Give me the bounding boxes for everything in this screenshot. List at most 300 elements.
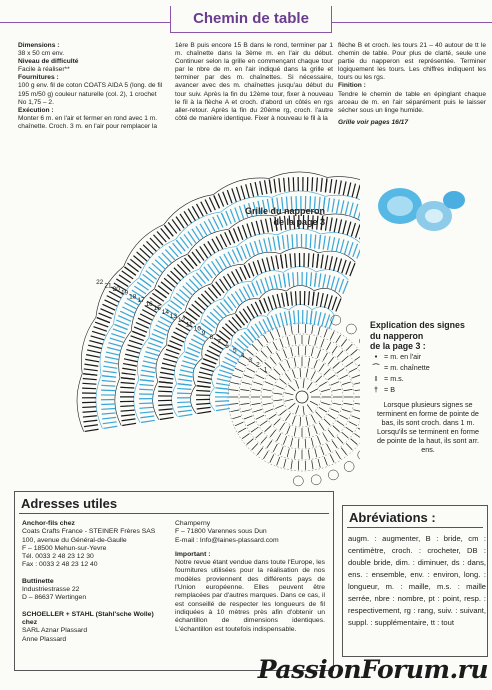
stitch-mark bbox=[279, 178, 280, 192]
stitch-mark bbox=[121, 415, 135, 416]
stitch-mark bbox=[295, 450, 296, 459]
stitch-mark bbox=[177, 388, 191, 389]
stitch-mark bbox=[334, 180, 336, 194]
stitch-mark bbox=[110, 338, 123, 342]
stitch-mark bbox=[163, 359, 176, 363]
stitch-mark bbox=[108, 343, 121, 347]
legend-text: = B bbox=[384, 385, 395, 394]
picot-loop bbox=[311, 475, 321, 485]
stitch-mark bbox=[203, 359, 216, 364]
stitch-mark bbox=[187, 348, 200, 354]
stitch-mark bbox=[330, 218, 332, 232]
stitch-mark bbox=[285, 399, 294, 401]
stitch-mark bbox=[338, 259, 342, 272]
stitch-mark bbox=[315, 448, 317, 457]
stitch-mark bbox=[177, 406, 191, 407]
stitch-mark bbox=[121, 410, 135, 411]
stitch-mark bbox=[83, 416, 97, 417]
stitch-mark bbox=[314, 360, 317, 368]
stitch-mark bbox=[142, 366, 156, 369]
stitch-mark bbox=[240, 403, 249, 404]
stitch-mark bbox=[310, 389, 318, 393]
stitch-mark bbox=[351, 439, 358, 445]
stitch-mark bbox=[283, 273, 285, 287]
stitch-mark bbox=[225, 232, 231, 245]
stitch-mark bbox=[82, 388, 96, 389]
stitch-mark bbox=[332, 389, 341, 391]
stitch-mark bbox=[287, 235, 288, 249]
stitch-mark bbox=[308, 358, 310, 367]
stitch-mark bbox=[264, 298, 269, 311]
stitch-mark bbox=[244, 265, 250, 278]
address-line: SARL Aznar Plassard bbox=[22, 627, 88, 635]
abbreviations-text: augm. : augmenter, B : bride, cm : centimètre, croch. : crocheter, DB : double bride, dim. : diminuer, ds : dans, ens. : ensemble, env. : environ, long. : longueur, m. : maille, m.s. : maille serrée, nbre : nombre, pt : point, resp. : respectivement, rg : rang, suiv. : suivant, suppl. : supplémentaire, tt : tout bbox=[348, 534, 486, 627]
stitch-mark bbox=[219, 370, 232, 374]
stitch-mark bbox=[124, 359, 138, 362]
stitch-mark bbox=[102, 376, 116, 377]
stitch-mark bbox=[261, 351, 267, 358]
stitch-mark bbox=[285, 413, 290, 420]
stitch-mark bbox=[330, 331, 334, 339]
stitch-mark bbox=[280, 339, 283, 347]
stitch-mark bbox=[334, 218, 337, 232]
stitch-mark bbox=[294, 358, 296, 367]
stitch-mark bbox=[218, 194, 223, 207]
stitch-mark bbox=[215, 405, 229, 406]
stitch-mark bbox=[341, 200, 344, 214]
stitch-mark bbox=[215, 388, 229, 389]
stitch-mark bbox=[323, 236, 325, 250]
stitch-mark bbox=[177, 402, 191, 403]
chain-arc bbox=[212, 365, 220, 387]
stitch-mark bbox=[343, 181, 346, 195]
difficulty-label: Niveau de difficulté bbox=[18, 58, 79, 66]
stitch-mark bbox=[268, 297, 272, 310]
stitch-mark bbox=[268, 238, 271, 252]
row-number: 15 bbox=[153, 304, 161, 312]
stitch-mark bbox=[140, 412, 154, 413]
finishing-value: Tendre le chemin de table en épinglant chaque arceau de m. en l'air séparément puis le laisser sécher sous un linge humide. bbox=[338, 90, 486, 114]
stitch-mark bbox=[283, 350, 286, 358]
diagram-title-line2: de la page 3 bbox=[273, 217, 325, 227]
stitch-mark bbox=[358, 428, 360, 432]
stitch-mark bbox=[337, 351, 343, 358]
stitch-mark bbox=[102, 417, 116, 419]
stitch-mark bbox=[144, 356, 158, 359]
stitch-mark bbox=[356, 224, 360, 237]
address-line: F – 18500 Mehun-sur-Yevre bbox=[22, 544, 107, 552]
stitch-mark bbox=[262, 259, 266, 272]
stitch-mark bbox=[260, 421, 267, 426]
stitch-mark bbox=[136, 322, 149, 328]
stitch-mark bbox=[265, 409, 273, 412]
stitch-mark bbox=[351, 223, 355, 236]
stitch-mark bbox=[306, 272, 307, 286]
address-line: Anne Plassard bbox=[22, 635, 67, 643]
stitch-mark bbox=[178, 384, 192, 385]
stitch-mark bbox=[342, 356, 349, 362]
stitch-mark bbox=[355, 434, 360, 439]
stitch-mark bbox=[277, 329, 280, 337]
stitch-mark bbox=[319, 273, 321, 287]
stitch-mark bbox=[288, 177, 289, 191]
chain-arc bbox=[321, 233, 360, 245]
stitch-mark bbox=[284, 178, 285, 192]
stitch-mark bbox=[134, 327, 147, 332]
stitch-mark bbox=[263, 403, 272, 405]
stitch-mark bbox=[246, 244, 251, 257]
stitch-mark bbox=[330, 179, 332, 193]
stitch-mark bbox=[255, 241, 259, 254]
stitch-mark bbox=[103, 371, 117, 373]
stitch-mark bbox=[256, 281, 261, 294]
stitch-mark bbox=[265, 278, 269, 291]
stitch-mark bbox=[197, 407, 211, 409]
stitch-mark bbox=[242, 410, 251, 412]
stitch-mark bbox=[336, 335, 341, 343]
address-line: 100, avenue du Général-de-Gaulle bbox=[22, 536, 127, 544]
stitch-mark bbox=[305, 439, 306, 448]
stitch-mark bbox=[324, 419, 330, 425]
stitch-mark bbox=[324, 329, 327, 337]
picot-loop bbox=[344, 462, 354, 472]
stitch-mark bbox=[227, 190, 232, 203]
stitch-mark bbox=[158, 391, 172, 392]
stitch-mark bbox=[324, 457, 327, 465]
row-number: 20 bbox=[112, 285, 120, 293]
stitch-mark bbox=[285, 393, 294, 395]
stitch-mark bbox=[300, 417, 301, 426]
stitch-mark bbox=[332, 441, 337, 448]
stitch-mark bbox=[343, 281, 348, 294]
stitch-mark bbox=[105, 300, 118, 306]
stitch-mark bbox=[347, 222, 351, 235]
stitch-mark bbox=[233, 228, 238, 241]
stitch-mark bbox=[202, 363, 215, 367]
stitch-mark bbox=[335, 278, 339, 291]
stitch-mark bbox=[165, 354, 178, 358]
stitch-mark bbox=[84, 364, 98, 366]
stitch-mark bbox=[328, 375, 335, 380]
dimensions-value: 38 x 50 cm env. bbox=[18, 50, 65, 58]
stitch-mark bbox=[280, 313, 284, 327]
stitch-mark bbox=[274, 275, 277, 289]
stitch-mark bbox=[148, 343, 161, 348]
stitch-mark bbox=[339, 181, 342, 195]
stitch-mark bbox=[250, 183, 253, 197]
stitch-mark bbox=[253, 262, 258, 275]
stitch-mark bbox=[116, 320, 129, 325]
stitch-mark bbox=[253, 382, 262, 385]
stitch-mark bbox=[291, 325, 292, 334]
stitch-mark bbox=[250, 243, 254, 256]
stitch-mark bbox=[312, 460, 313, 469]
doily-motif-center bbox=[425, 209, 443, 223]
legend-title-line3: de la page 3 : bbox=[370, 341, 426, 351]
stitch-mark bbox=[267, 257, 270, 271]
row-number: 13 bbox=[169, 313, 178, 321]
stitch-mark bbox=[85, 429, 99, 431]
stitch-mark bbox=[311, 371, 315, 379]
legend-text: = m.s. bbox=[384, 374, 404, 383]
stitch-mark bbox=[205, 199, 211, 212]
row-number: 11 bbox=[185, 321, 193, 329]
stitch-mark bbox=[92, 331, 105, 335]
column-2 bbox=[175, 42, 333, 123]
stitch-mark bbox=[319, 423, 324, 430]
stitch-mark bbox=[314, 311, 316, 325]
stitch-mark bbox=[101, 404, 115, 405]
stitch-mark bbox=[121, 383, 135, 384]
stitch-mark bbox=[139, 389, 153, 390]
stitch-mark bbox=[232, 188, 236, 201]
stitch-mark bbox=[230, 382, 239, 384]
stitch-mark bbox=[255, 182, 258, 196]
stitch-mark bbox=[352, 184, 355, 198]
stitch-mark bbox=[342, 409, 351, 412]
stitch-mark bbox=[95, 322, 108, 327]
stitch-mark bbox=[308, 335, 309, 344]
stitch-mark bbox=[197, 381, 211, 383]
stitch-mark bbox=[185, 352, 198, 357]
stitch-mark bbox=[201, 202, 207, 214]
stitch-mark bbox=[198, 377, 212, 380]
stitch-mark bbox=[154, 329, 167, 335]
stitch-mark bbox=[140, 416, 154, 418]
stitch-mark bbox=[350, 203, 354, 217]
stitch-mark bbox=[235, 368, 243, 372]
chain-arc bbox=[278, 229, 321, 235]
stitch-mark bbox=[181, 365, 195, 369]
stitch-mark bbox=[296, 380, 299, 388]
stitch-mark bbox=[343, 220, 346, 234]
stitch-mark bbox=[300, 368, 301, 377]
stitch-mark bbox=[263, 389, 272, 391]
stitch-mark bbox=[217, 379, 231, 382]
stitch-mark bbox=[295, 253, 296, 267]
stitch-mark bbox=[337, 437, 343, 444]
stitch-mark bbox=[105, 357, 119, 360]
stitch-mark bbox=[283, 436, 286, 444]
stitch-mark bbox=[267, 346, 272, 353]
slip-stitch-symbol: ⌒ bbox=[372, 363, 380, 372]
legend-title-line1: Explication des signes bbox=[370, 320, 465, 330]
stitch-mark bbox=[310, 401, 318, 405]
stitch-mark bbox=[244, 332, 253, 342]
stitch-mark bbox=[311, 347, 313, 356]
stitch-mark bbox=[336, 298, 341, 311]
stitch-mark bbox=[317, 436, 320, 444]
stitch-mark bbox=[344, 389, 353, 390]
legend-row bbox=[370, 373, 430, 384]
stitch-mark bbox=[265, 382, 273, 385]
stitch-mark bbox=[331, 276, 335, 290]
stitch-mark bbox=[297, 272, 298, 286]
stitch-mark bbox=[267, 441, 272, 448]
stitch-mark bbox=[319, 382, 327, 387]
stitch-mark bbox=[100, 309, 113, 315]
stitch-mark bbox=[288, 273, 290, 287]
stitch-mark bbox=[285, 373, 290, 380]
row-number: 12 bbox=[177, 317, 186, 325]
stitch-mark bbox=[291, 292, 292, 306]
stitch-mark bbox=[308, 427, 310, 436]
chain-arc bbox=[280, 248, 318, 254]
execution-label: Exécution : bbox=[18, 106, 54, 114]
stitch-mark bbox=[324, 369, 330, 375]
row-number: 5 bbox=[232, 347, 237, 355]
stitch-mark bbox=[107, 296, 119, 302]
stitch-mark bbox=[120, 311, 133, 317]
stitch-mark bbox=[353, 244, 358, 257]
stitch-mark bbox=[118, 316, 131, 322]
stitch-mark bbox=[247, 439, 254, 445]
stitch-mark bbox=[269, 179, 271, 193]
chain-arc bbox=[172, 384, 178, 417]
stitch-mark bbox=[292, 370, 295, 378]
stitch-mark bbox=[238, 362, 246, 366]
stitch-mark bbox=[273, 237, 275, 251]
stitch-mark bbox=[293, 272, 294, 286]
stitch-mark bbox=[340, 415, 348, 419]
stitch-mark bbox=[314, 426, 317, 434]
stitch-mark bbox=[241, 246, 246, 259]
stitch-mark bbox=[353, 410, 360, 412]
stitch-mark bbox=[351, 349, 358, 355]
stitch-mark bbox=[257, 448, 263, 455]
stitch-mark bbox=[238, 227, 243, 240]
stitch-mark bbox=[263, 335, 268, 343]
diagram-title-line1: Grille du napperon bbox=[244, 206, 325, 216]
stitch-mark bbox=[256, 415, 264, 419]
stitch-mark bbox=[318, 326, 320, 335]
stitch-mark bbox=[270, 430, 276, 437]
stitch-mark bbox=[310, 272, 311, 286]
stitch-mark bbox=[280, 423, 285, 430]
stitch-mark bbox=[89, 341, 103, 345]
stitch-mark bbox=[252, 443, 258, 450]
row-number: 21 bbox=[104, 282, 112, 290]
stitch-mark bbox=[332, 199, 334, 213]
stitch-mark bbox=[88, 345, 102, 348]
stitch-mark bbox=[242, 434, 249, 439]
legend-row bbox=[370, 384, 430, 395]
stitch-mark bbox=[122, 423, 136, 425]
stitch-mark bbox=[113, 329, 126, 334]
legend-title-line2: du napperon bbox=[370, 330, 424, 341]
stitch-mark bbox=[332, 297, 337, 310]
legend-row bbox=[370, 362, 430, 373]
stitch-mark bbox=[160, 372, 174, 374]
picot-loop bbox=[328, 470, 338, 480]
stitch-mark bbox=[270, 454, 274, 462]
address-line: Champerny bbox=[175, 520, 211, 527]
stitch-mark bbox=[282, 293, 285, 307]
stitch-mark bbox=[312, 292, 314, 306]
stitch-mark bbox=[97, 318, 110, 323]
stitch-mark bbox=[282, 235, 284, 249]
stitch-mark bbox=[323, 274, 326, 288]
addresses-title: Adresses utiles bbox=[21, 496, 118, 511]
stitch-mark bbox=[322, 313, 326, 326]
address-line: E-mail : Info@laines-plassard.com bbox=[175, 536, 279, 544]
stitch-mark bbox=[162, 363, 176, 366]
stitch-mark bbox=[273, 295, 277, 308]
stitch-mark bbox=[325, 217, 327, 231]
address-line: Fax : 0033 2 48 23 12 40 bbox=[22, 561, 98, 569]
stitch-mark bbox=[334, 257, 337, 271]
stitch-mark bbox=[141, 420, 155, 422]
stitch-mark bbox=[292, 416, 295, 424]
row-number: 1 bbox=[263, 366, 268, 374]
stitch-mark bbox=[289, 403, 296, 409]
stitch-mark bbox=[273, 400, 282, 401]
stitch-mark bbox=[131, 336, 144, 341]
abbreviations-title: Abréviations : bbox=[349, 510, 436, 525]
stitch-mark bbox=[321, 339, 324, 347]
stitch-mark bbox=[102, 381, 116, 382]
stitch-mark bbox=[277, 457, 280, 465]
stitch-mark bbox=[122, 373, 136, 375]
stitch-mark bbox=[120, 406, 134, 407]
chain-arc bbox=[190, 386, 196, 414]
stitch-mark bbox=[264, 239, 267, 253]
stitch-mark bbox=[240, 390, 249, 391]
stitch-mark bbox=[287, 426, 290, 434]
stitch-mark bbox=[252, 344, 258, 351]
address-line: SCHOELLER + STAHL (Stahl'sche Wolle) chez bbox=[22, 610, 154, 626]
stitch-mark bbox=[232, 250, 238, 263]
stitch-mark bbox=[270, 357, 276, 364]
stitch-mark bbox=[341, 339, 347, 346]
stitch-mark bbox=[327, 444, 331, 452]
stitch-mark bbox=[329, 256, 332, 270]
stitch-mark bbox=[261, 279, 266, 292]
legend-title bbox=[370, 320, 485, 352]
stitch-mark bbox=[346, 443, 352, 450]
stitch-mark bbox=[121, 378, 135, 379]
stitch-mark bbox=[247, 422, 255, 426]
stitch-mark bbox=[355, 403, 360, 404]
stitch-mark bbox=[285, 254, 287, 268]
address-line: Industriestrasse 22 bbox=[22, 586, 80, 594]
chain-symbol: • bbox=[374, 352, 378, 361]
stitch-mark bbox=[313, 253, 314, 267]
stitch-mark bbox=[270, 276, 274, 290]
stitch-mark bbox=[324, 294, 327, 308]
stitch-mark bbox=[200, 368, 213, 372]
stitch-mark bbox=[83, 379, 97, 380]
stitch-mark bbox=[342, 432, 349, 438]
stitch-mark bbox=[284, 326, 286, 335]
stitch-mark bbox=[244, 375, 252, 378]
stitch-mark bbox=[103, 366, 117, 368]
stitch-mark bbox=[336, 238, 339, 252]
center-ring bbox=[296, 391, 308, 403]
stitch-mark bbox=[179, 374, 193, 377]
picot-loop bbox=[346, 324, 356, 334]
column-1 bbox=[18, 42, 166, 131]
stitch-mark bbox=[143, 361, 157, 364]
stitch-mark bbox=[316, 178, 317, 192]
stitch-mark bbox=[337, 199, 340, 213]
stitch-mark bbox=[145, 352, 158, 356]
stitch-mark bbox=[178, 410, 192, 412]
stitch-mark bbox=[260, 181, 263, 195]
stitch-mark bbox=[160, 417, 174, 419]
stitch-mark bbox=[106, 352, 120, 355]
stitch-mark bbox=[328, 198, 330, 212]
